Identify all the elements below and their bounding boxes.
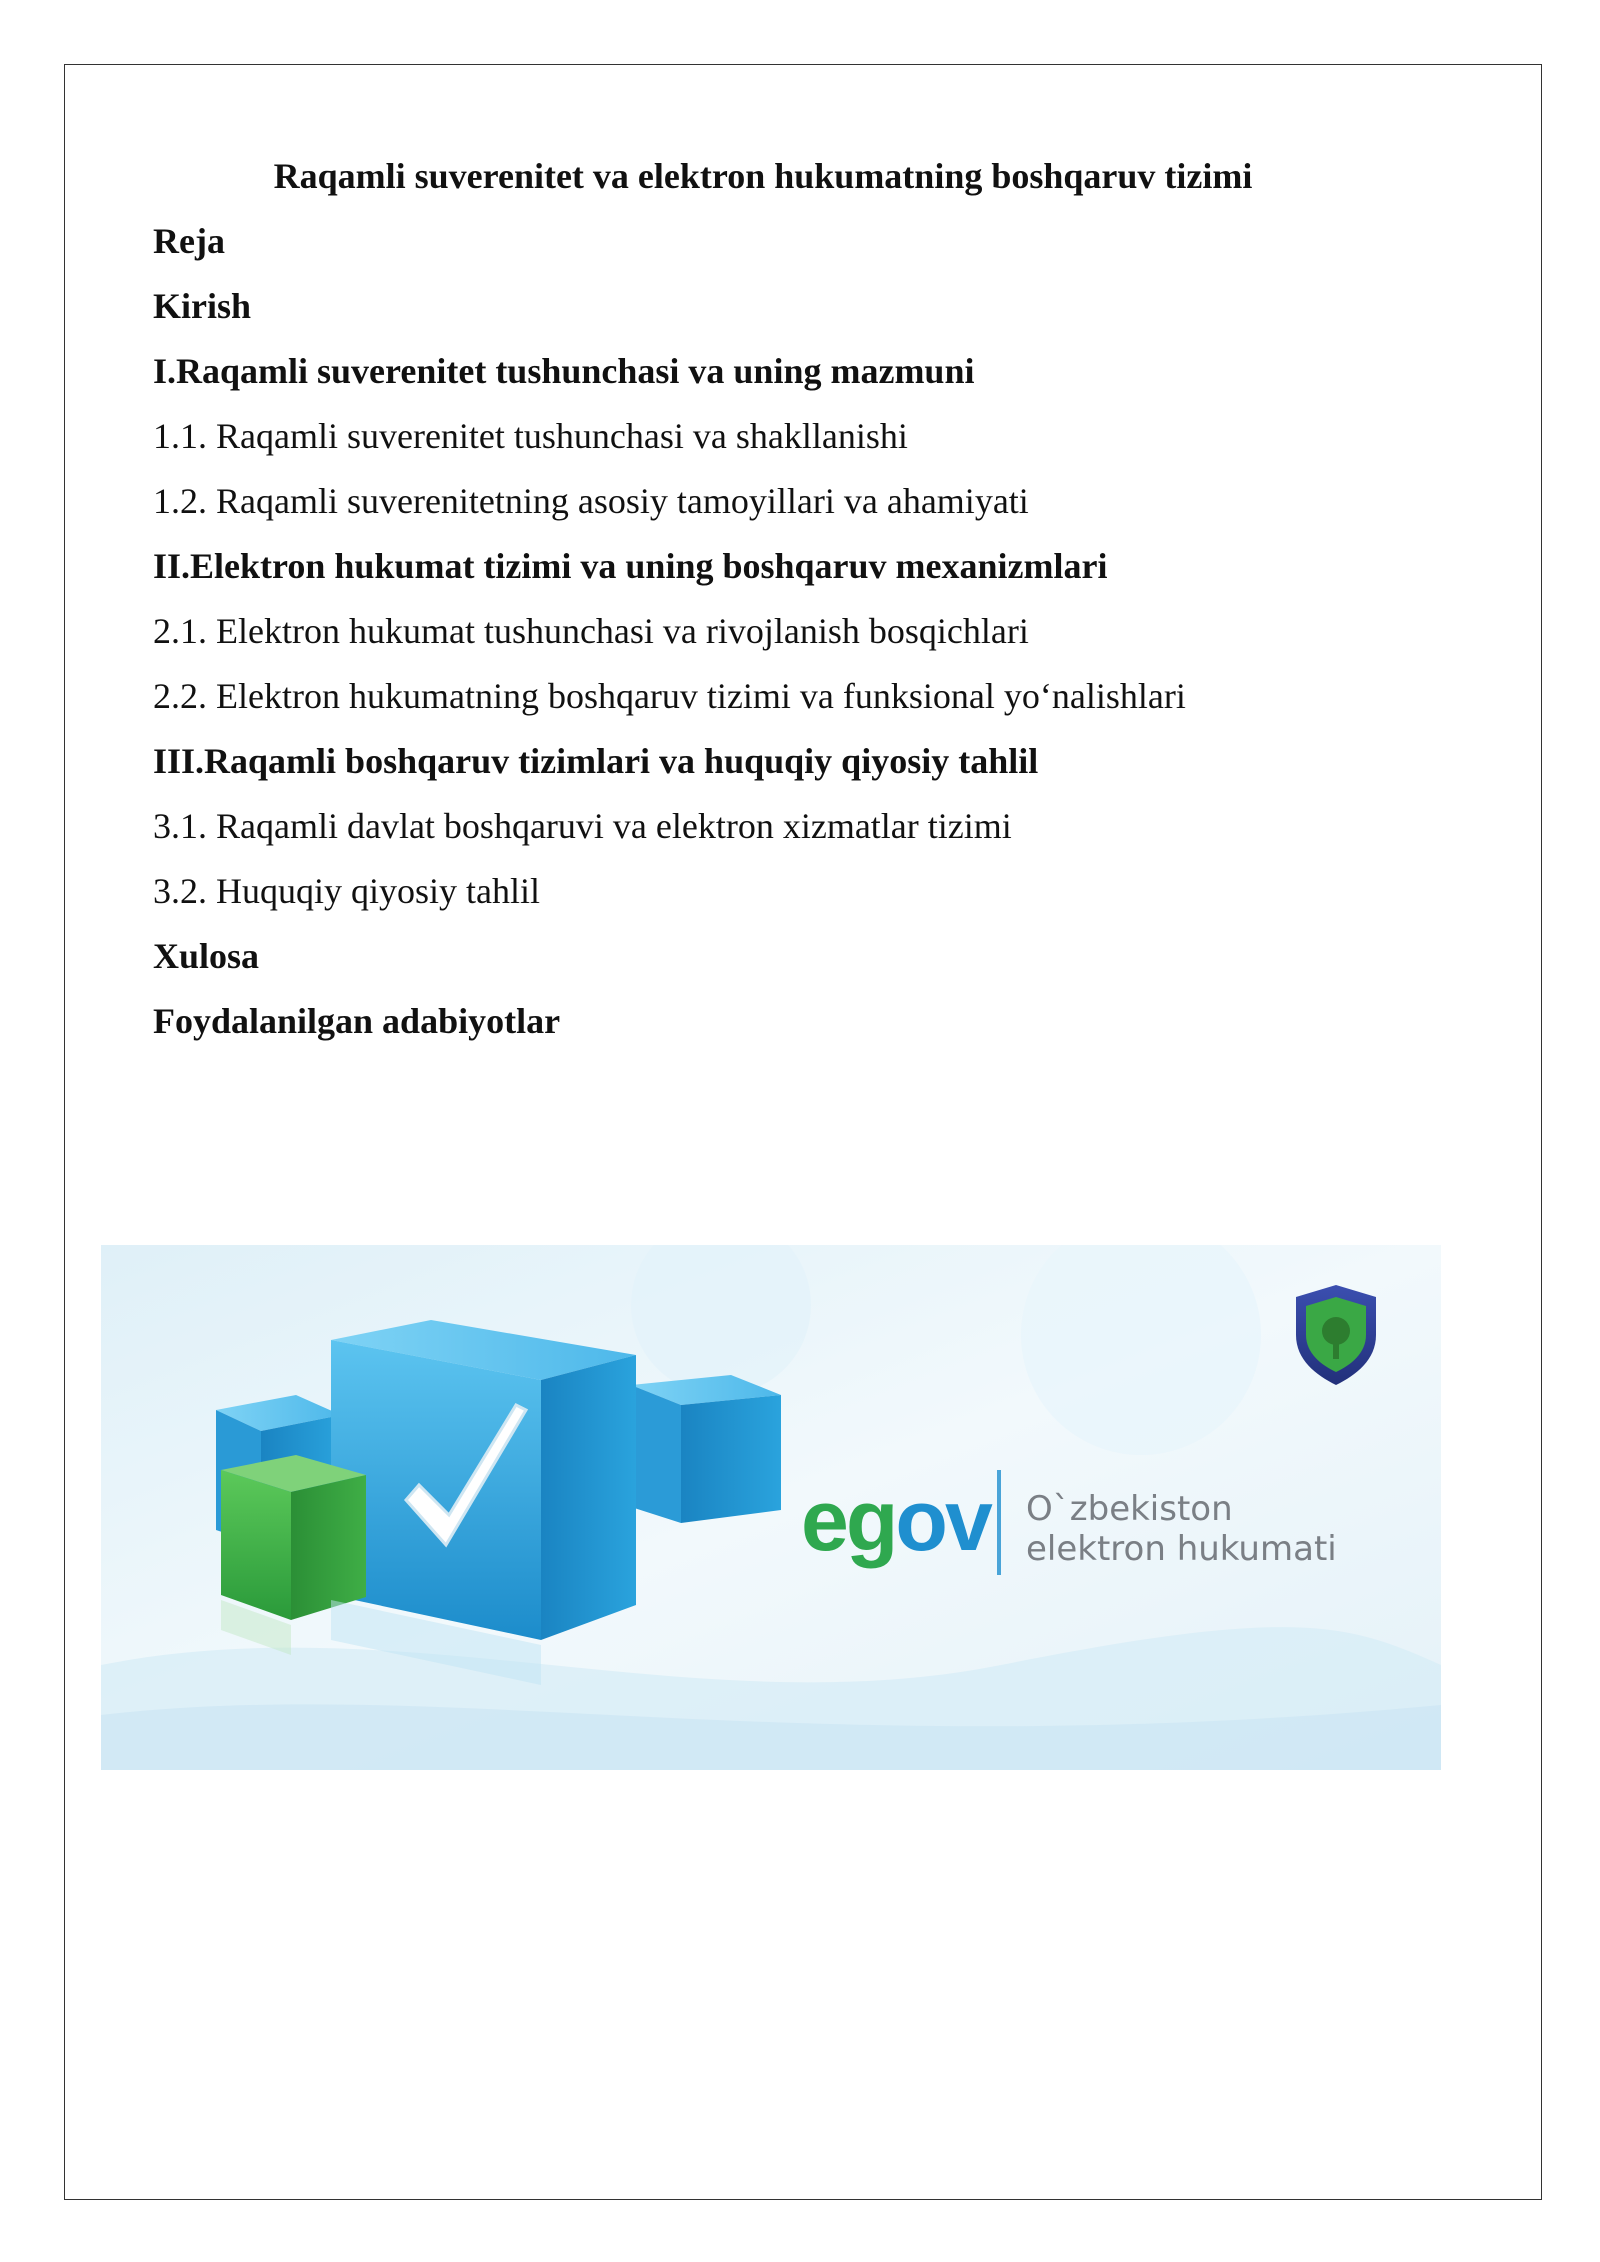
toc-subitem: 3.2. Huquqiy qiyosiy tahlil <box>153 871 540 911</box>
egov-banner-image <box>101 1245 1441 1770</box>
toc-subitem: 2.2. Elektron hukumatning boshqaruv tizimi va funksional yo‘nalishlari <box>153 676 1186 716</box>
document-body <box>153 150 1453 1060</box>
toc-heading: Xulosa <box>153 936 260 976</box>
toc-heading: I.Raqamli suverenitet tushunchasi va uning mazmuni <box>153 351 975 391</box>
banner-caption-line1: O`zbekiston <box>1026 1489 1233 1529</box>
toc-subitem: 3.1. Raqamli davlat boshqaruvi va elektron xizmatlar tizimi <box>153 806 1012 846</box>
table-of-contents <box>153 215 1453 1047</box>
toc-subitem: 1.1. Raqamli suverenitet tushunchasi va shakllanishi <box>153 416 908 456</box>
egov-logo-text: egov <box>801 1473 990 1569</box>
toc-heading: Reja <box>153 221 225 261</box>
toc-heading: Kirish <box>153 286 252 326</box>
toc-heading: Foydalanilgan adabiyotlar <box>153 1001 561 1041</box>
toc-heading: III.Raqamli boshqaruv tizimlari va huquqiy qiyosiy tahlil <box>153 741 1039 781</box>
document-title: Raqamli suverenitet va elektron hukumatning boshqaruv tizimi <box>273 156 1253 196</box>
toc-subitem: 2.1. Elektron hukumat tushunchasi va rivojlanish bosqichlari <box>153 611 1029 651</box>
toc-heading: II.Elektron hukumat tizimi va uning boshqaruv mexanizmlari <box>153 546 1108 586</box>
toc-subitem: 1.2. Raqamli suverenitetning asosiy tamoyillari va ahamiyati <box>153 481 1029 521</box>
banner-caption-line2: elektron hukumati <box>1026 1529 1337 1569</box>
